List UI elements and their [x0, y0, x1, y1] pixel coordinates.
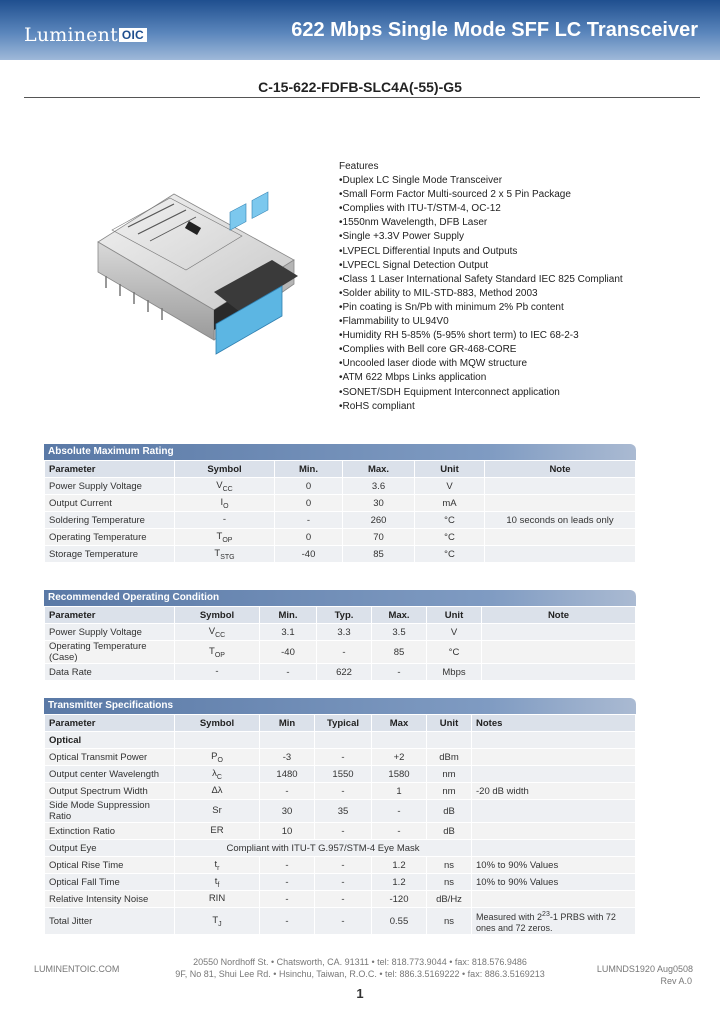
cell: 3.3: [317, 624, 372, 641]
cell: -: [317, 641, 372, 664]
cell: Storage Temperature: [45, 546, 175, 563]
cell: 1.2: [372, 874, 427, 891]
cell: -: [315, 891, 372, 908]
cell: 10 seconds on leads only: [485, 512, 636, 529]
feature-item: • LVPECL Signal Detection Output: [339, 259, 623, 273]
cell: [485, 495, 636, 512]
cell: dB: [427, 823, 472, 840]
col-header: Parameter: [45, 715, 175, 732]
page-number: 1: [356, 986, 364, 1001]
feature-item: • Small Form Factor Multi-sourced 2 x 5 Pin Package: [339, 188, 623, 202]
col-header: Max: [372, 715, 427, 732]
col-header: Parameter: [45, 607, 175, 624]
cell: $T_J$: [175, 908, 260, 935]
cell: °C: [415, 529, 485, 546]
cell: 10% to 90% Values: [472, 874, 636, 891]
table-row: [45, 624, 636, 641]
cell: Optical Fall Time: [45, 874, 175, 891]
cell: $P_O$: [175, 749, 260, 766]
cell: Relative Intensity Noise: [45, 891, 175, 908]
cell: Output Spectrum Width: [45, 783, 175, 800]
table-row: [45, 749, 636, 766]
cell: -: [315, 783, 372, 800]
feature-item: • Uncooled laser diode with MQW structure: [339, 357, 623, 371]
company-logo: Luminent OIC: [24, 24, 147, 46]
feature-item: • Single +3.3V Power Supply: [339, 230, 623, 244]
website-link[interactable]: LUMINENTOIC.COM: [34, 964, 120, 974]
cell: 30: [260, 800, 315, 823]
cell: Measured with $2^{23}-1$ PRBS with 72 ones and 72 zeros.: [472, 908, 636, 935]
cell: 3.5: [372, 624, 427, 641]
cell: Compliant with ITU-T G.957/STM-4 Eye Mask: [175, 840, 472, 857]
cell: [472, 766, 636, 783]
col-header: Min.: [260, 607, 317, 624]
cell: Total Jitter: [45, 908, 175, 935]
cell: -: [260, 908, 315, 935]
table-row: [45, 664, 636, 681]
feature-item: • 1550nm Wavelength, DFB Laser: [339, 216, 623, 230]
cell: dB/Hz: [427, 891, 472, 908]
feature-item: • Flammability to UL94V0: [339, 315, 623, 329]
table-row: [45, 641, 636, 664]
cell: -: [372, 800, 427, 823]
cell: ns: [427, 908, 472, 935]
cell: -: [315, 823, 372, 840]
cell: Δλ: [175, 783, 260, 800]
cell: [472, 891, 636, 908]
abs-max-section: [44, 444, 636, 563]
cell: -: [315, 874, 372, 891]
features-list: [339, 160, 623, 414]
cell: -3: [260, 749, 315, 766]
col-header: Note: [482, 607, 636, 624]
cell: nm: [427, 766, 472, 783]
cell: -20 dB width: [472, 783, 636, 800]
cell: -: [260, 857, 315, 874]
rec-op-section: [44, 590, 636, 681]
table-row: [45, 495, 636, 512]
col-header: Max.: [343, 461, 415, 478]
header-banner: [0, 0, 720, 60]
col-header: Symbol: [175, 715, 260, 732]
cell: 260: [343, 512, 415, 529]
cell: $T_{STG}$: [175, 546, 275, 563]
cell: ns: [427, 857, 472, 874]
document-title: 622 Mbps Single Mode SFF LC Transceiver: [291, 19, 698, 41]
cell: V: [427, 624, 482, 641]
cell: ER: [175, 823, 260, 840]
cell: 0: [275, 478, 343, 495]
cell: -: [275, 512, 343, 529]
cell: [472, 800, 636, 823]
cell: 0.55: [372, 908, 427, 935]
cell: 1480: [260, 766, 315, 783]
cell: 1580: [372, 766, 427, 783]
col-header: Typical: [315, 715, 372, 732]
col-header: Notes: [472, 715, 636, 732]
cell: 3.1: [260, 624, 317, 641]
feature-item: • Humidity RH 5-85% (5-95% short term) to IEC 68-2-3: [339, 329, 623, 343]
cell: $T_{OP}$: [175, 641, 260, 664]
cell: 10% to 90% Values: [472, 857, 636, 874]
cell: [472, 823, 636, 840]
table-row: [45, 783, 636, 800]
cell: Side Mode Suppression Ratio: [45, 800, 175, 823]
cell: [482, 624, 636, 641]
cell: mA: [415, 495, 485, 512]
cell: Data Rate: [45, 664, 175, 681]
cell: -: [260, 891, 315, 908]
table-row: [45, 512, 636, 529]
transceiver-photo: [46, 172, 311, 369]
cell: dBm: [427, 749, 472, 766]
cell: 85: [372, 641, 427, 664]
cell: Soldering Temperature: [45, 512, 175, 529]
cell: Output center Wavelength: [45, 766, 175, 783]
cell: Output Current: [45, 495, 175, 512]
cell: Operating Temperature (Case): [45, 641, 175, 664]
abs-max-title: Absolute Maximum Rating: [44, 444, 636, 460]
cell: 622: [317, 664, 372, 681]
cell: °C: [427, 641, 482, 664]
cell: 1550: [315, 766, 372, 783]
cell: 10: [260, 823, 315, 840]
cell: $\lambda_C$: [175, 766, 260, 783]
cell: Sr: [175, 800, 260, 823]
table-row: [45, 840, 636, 857]
group-label: Optical: [45, 732, 175, 749]
cell: ns: [427, 874, 472, 891]
col-header: Symbol: [175, 607, 260, 624]
cell: $I_O$: [175, 495, 275, 512]
cell: 3.6: [343, 478, 415, 495]
cell: nm: [427, 783, 472, 800]
feature-item: • Solder ability to MIL-STD-883, Method 2003: [339, 287, 623, 301]
cell: -: [315, 749, 372, 766]
table-row: [45, 529, 636, 546]
cell: $V_{CC}$: [175, 624, 260, 641]
cell: °C: [415, 546, 485, 563]
cell: Extinction Ratio: [45, 823, 175, 840]
cell: $t_r$: [175, 857, 260, 874]
cell: -120: [372, 891, 427, 908]
cell: [472, 749, 636, 766]
cell: 1.2: [372, 857, 427, 874]
tx-title: Transmitter Specifications: [44, 698, 636, 714]
cell: [482, 664, 636, 681]
col-header: Min.: [275, 461, 343, 478]
col-header: Parameter: [45, 461, 175, 478]
divider: [24, 97, 700, 98]
cell: Power Supply Voltage: [45, 624, 175, 641]
feature-item: • Pin coating is Sn/Pb with minimum 2% Pb content: [339, 301, 623, 315]
cell: [485, 546, 636, 563]
cell: $t_f$: [175, 874, 260, 891]
cell: -: [315, 857, 372, 874]
features-title: Features: [339, 161, 379, 172]
table-row: [45, 874, 636, 891]
cell: Power Supply Voltage: [45, 478, 175, 495]
cell: -: [372, 664, 427, 681]
cell: $T_{OP}$: [175, 529, 275, 546]
feature-item: • SONET/SDH Equipment Interconnect application: [339, 386, 623, 400]
cell: -: [175, 664, 260, 681]
cell: -: [260, 664, 317, 681]
cell: Optical Transmit Power: [45, 749, 175, 766]
rec-op-table: [44, 606, 636, 681]
col-header: Unit: [427, 715, 472, 732]
col-header: Symbol: [175, 461, 275, 478]
table-row: [45, 800, 636, 823]
cell: dB: [427, 800, 472, 823]
col-header: Unit: [427, 607, 482, 624]
col-header: Note: [485, 461, 636, 478]
cell: Operating Temperature: [45, 529, 175, 546]
cell: 70: [343, 529, 415, 546]
cell: Optical Rise Time: [45, 857, 175, 874]
cell: 0: [275, 529, 343, 546]
feature-item: • Class 1 Laser International Safety Standard IEC 825 Compliant: [339, 273, 623, 287]
table-row: [45, 823, 636, 840]
feature-item: • Complies with ITU-T/STM-4, OC-12: [339, 202, 623, 216]
col-header: Unit: [415, 461, 485, 478]
table-row: [45, 891, 636, 908]
col-header: Max.: [372, 607, 427, 624]
table-row: [45, 732, 636, 749]
table-row: [45, 857, 636, 874]
cell: -40: [275, 546, 343, 563]
feature-item: • RoHS compliant: [339, 400, 623, 414]
cell: -: [260, 783, 315, 800]
cell: [482, 641, 636, 664]
feature-item: • ATM 622 Mbps Links application: [339, 371, 623, 385]
cell: RIN: [175, 891, 260, 908]
cell: -: [315, 908, 372, 935]
tx-table: [44, 714, 636, 935]
cell: -: [372, 823, 427, 840]
feature-item: • Duplex LC Single Mode Transceiver: [339, 174, 623, 188]
cell: [485, 478, 636, 495]
revision: Rev A.0: [660, 976, 692, 986]
document-id: LUMNDS1920 Aug0508: [596, 964, 693, 974]
cell: $V_{CC}$: [175, 478, 275, 495]
cell: Mbps: [427, 664, 482, 681]
cell: -40: [260, 641, 317, 664]
table-row: [45, 766, 636, 783]
cell: 35: [315, 800, 372, 823]
table-row: [45, 478, 636, 495]
address-line-2: 9F, No 81, Shui Lee Rd. • Hsinchu, Taiwan, R.O.C. • tel: 886.3.5169222 • fax: 886.3.5169213: [175, 969, 545, 979]
cell: -: [260, 874, 315, 891]
cell: 30: [343, 495, 415, 512]
tx-section: [44, 698, 636, 935]
feature-item: • LVPECL Differential Inputs and Outputs: [339, 245, 623, 259]
cell: V: [415, 478, 485, 495]
col-header: Min: [260, 715, 315, 732]
abs-max-table: [44, 460, 636, 563]
feature-item: • Complies with Bell core GR-468-CORE: [339, 343, 623, 357]
cell: 85: [343, 546, 415, 563]
cell: +2: [372, 749, 427, 766]
cell: 0: [275, 495, 343, 512]
part-number: C-15-622-FDFB-SLC4A(-55)-G5: [258, 79, 462, 95]
cell: 1: [372, 783, 427, 800]
address-line-1: 20550 Nordhoff St. • Chatsworth, CA. 91311 • tel: 818.773.9044 • fax: 818.576.9486: [193, 957, 527, 967]
table-row: [45, 546, 636, 563]
cell: [485, 529, 636, 546]
cell: -: [175, 512, 275, 529]
col-header: Typ.: [317, 607, 372, 624]
cell: Output Eye: [45, 840, 175, 857]
table-row: [45, 908, 636, 935]
cell: °C: [415, 512, 485, 529]
rec-op-title: Recommended Operating Condition: [44, 590, 636, 606]
